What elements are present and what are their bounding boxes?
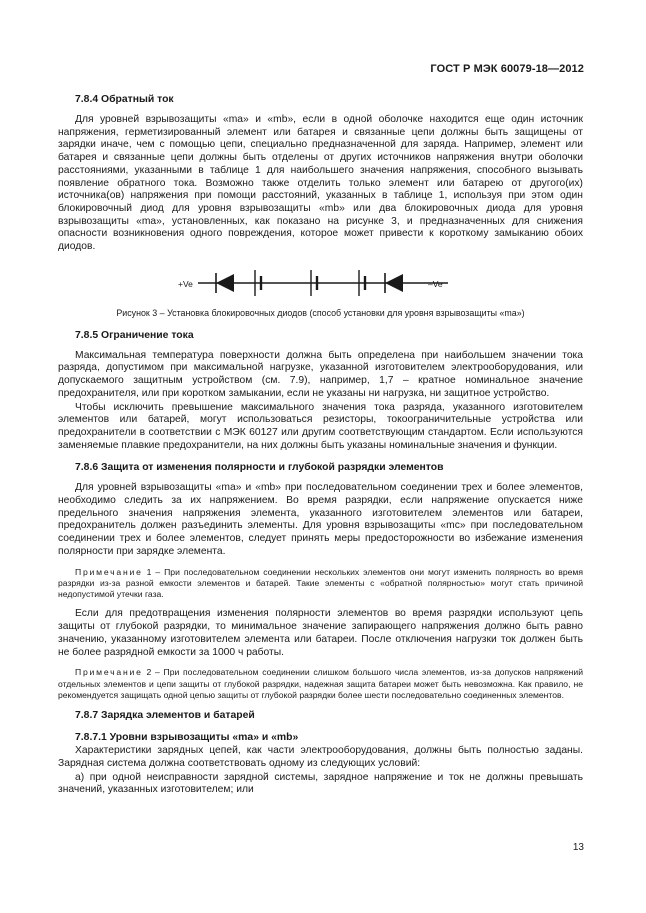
positive-terminal-label: +Ve — [178, 278, 193, 289]
section-7-8-7-title: 7.8.7 Зарядка элементов и батарей — [75, 710, 255, 722]
figure-3-diagram — [178, 266, 468, 300]
figure-3-caption: Рисунок 3 – Установка блокировочных диодов (способ установки для уровня взрывозащиты «ma») — [116, 307, 525, 318]
page-number: 13 — [572, 842, 584, 853]
section-7-8-4-paragraph: Для уровней взрывозащиты «ma» и «mb», если в одной оболочке находится еще один источник напряжения, герметизированный элемент или батарея и связанные цепи должны быть защищены от зарядки иначе, чем с помощью цепи, специально предназначенной для заряда. Например, элемент или батарея и связанные цепи должны быть отделены от других источников напряжения внутри оболочки расстояниями, указанными в таблице 1 для наибольшего значения напряжения, способного вызывать появление обратного тока. Возможно также отделить только элемент или батарею от другого(их) источника(ов) напряжения при помощи расстояний, указанных в таблице 1, используя при этом один блокировочный диод для уровня взрывозащиты «mb» или два блокировочных диода для уровня взрывозащиты «ma», установленных, как показано на рисунке 3, и предназначенных для снижения опасности возникновения одного повреждения, которое может привести к короткому замыканию обоих диодов. — [58, 114, 583, 253]
section-7-8-4-title: 7.8.4 Обратный ток — [75, 94, 174, 105]
section-7-8-6-paragraph-1: Для уровней взрывозащиты «ma» и «mb» при последовательном соединении трех и более элементов, необходимо следить за их напряжением. Во время разрядки, если напряжение опускается ниже предельного значения напряжения элемента, указанного изготовителем элементов или батареи, предохранитель должен разъединить элементы. Для уровня взрывозащиты «mc» при последовательном соединении трех и более элементов, следует принять меры предосторожности во избежание изменения полярности при зарядке элемента. — [58, 482, 583, 557]
page-content — [58, 93, 583, 797]
section-7-8-7-1-paragraph-1: Характеристики зарядных цепей, как части электрооборудования, должны быть полностью заданы. Зарядная система должна соответствовать одному из следующих условий: — [58, 745, 583, 769]
blocking-diode-1 — [216, 274, 234, 292]
negative-terminal-label: –Ve — [428, 278, 443, 289]
section-7-8-7-1-item-a: а) при одной неисправности зарядной системы, зарядное напряжение и ток не должны превышать значений, указанных изготовителем; или — [58, 771, 583, 796]
note-2-text: 2 – При последовательном соединении слишком большого числа элементов, из-за допусков напряжений отдельных элементов и цепи защиты от глубокой разрядки, надежная защита батареи может быть невозможна. Как правило, не рекомендуется защищать одной цепью защиты от глубокой разрядки более шести последовательно соединенных элементов. — [58, 667, 583, 700]
note-1 — [58, 567, 583, 601]
note-1-text: 1 – При последовательном соединении нескольких элементов они могут изменить полярность во время разрядки из-за разной емкости элементов и батарей. Такие элементы с «обратной полярностью» могут стать причиной недопустимой утечки газа. — [58, 566, 583, 600]
section-7-8-6-paragraph-2: Если для предотвращения изменения полярности элементов во время разрядки используют цепь защиты от глубокой разрядки, то минимальное значение запирающего напряжения должно быть равно значению, указанному изготовителем элемента или батареи. После отключения нагрузки ток должен быть не более разрядной емкости за 1000 ч работы. — [58, 608, 583, 658]
section-7-8-5-paragraph-1: Максимальная температура поверхности должна быть определена при наибольшем значении тока разряда, допустимом при максимальной нагрузке, указанной изготовителем электрооборудования, или допускаемого защитным устройством (см. 7.9), например, 1,7 – кратное номинальное значение предохранителя, или при коротком замыкании, если не указаны ни нагрузка, ни защитное устройство. — [58, 349, 583, 399]
note-2 — [58, 667, 583, 701]
note-1-label: Примечание — [75, 566, 143, 577]
blocking-diode-2 — [385, 274, 403, 292]
section-7-8-6-title: 7.8.6 Защита от изменения полярности и глубокой разрядки элементов — [75, 462, 444, 474]
section-7-8-7-1-title: 7.8.7.1 Уровни взрывозащиты «ma» и «mb» — [75, 732, 299, 744]
standard-header: ГОСТ Р МЭК 60079-18—2012 — [430, 63, 584, 75]
note-2-label: Примечание — [75, 667, 143, 678]
section-7-8-5-title: 7.8.5 Ограничение тока — [75, 329, 194, 341]
section-7-8-5-paragraph-2: Чтобы исключить превышение максимального значения тока разряда, указанного изготовителем элементов или батарей, могут использоваться резисторы, токоограничительные устройства или предохранители в соответствии с МЭК 60127 или другим соответствующим стандартом. Если используются заменяемые плавкие предохранители, на них должны быть указаны номинальные значения и функции. — [58, 401, 583, 451]
